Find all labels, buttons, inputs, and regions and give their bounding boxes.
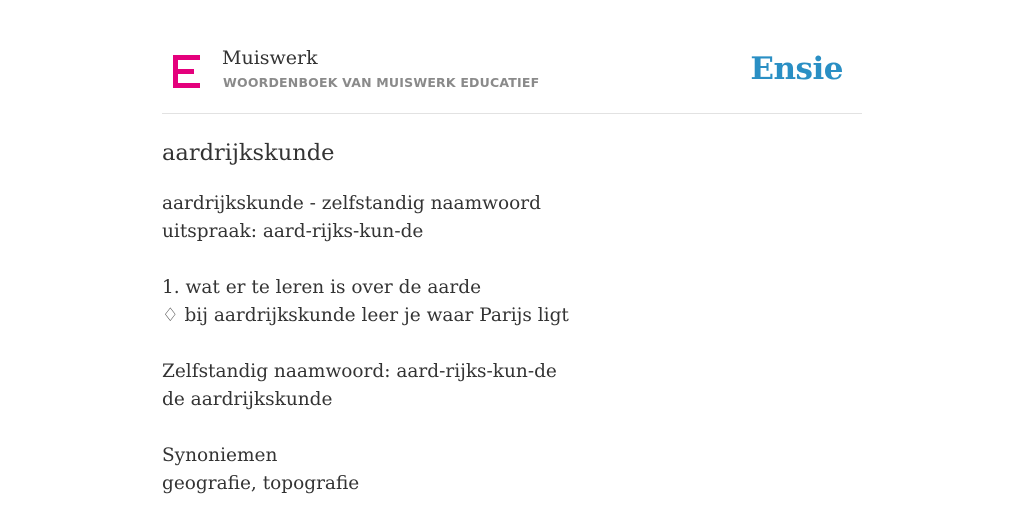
entry-line: ♢ bij aardrijkskunde leer je waar Parijs ligt	[162, 305, 569, 326]
entry-line: 1. wat er te leren is over de aarde	[162, 277, 482, 298]
ensie-logo[interactable]: Ensie	[750, 51, 843, 87]
page-container	[162, 0, 862, 494]
entry-title: aardrijkskunde	[162, 140, 335, 166]
logo-bar-bottom	[173, 83, 200, 88]
brand-subtitle: WOORDENBOEK VAN MUISWERK EDUCATIEF	[223, 75, 540, 90]
entry-line	[162, 330, 569, 358]
entry-line: de aardrijkskunde	[162, 389, 333, 410]
entry-line	[162, 246, 569, 274]
entry-line: Zelfstandig naamwoord: aard-rijks-kun-de	[162, 361, 557, 382]
entry-line: Synoniemen	[162, 445, 278, 466]
header	[162, 0, 862, 114]
entry-body	[162, 190, 569, 498]
entry-line: uitspraak: aard-rijks-kun-de	[162, 221, 424, 242]
entry-line: geografie, topografie	[162, 473, 360, 494]
logo-bar-top	[173, 55, 200, 60]
entry-line	[162, 414, 569, 442]
brand-name[interactable]: Muiswerk	[222, 47, 318, 69]
logo-bar-middle	[173, 69, 194, 74]
entry-line: aardrijkskunde - zelfstandig naamwoord	[162, 193, 541, 214]
muiswerk-logo-icon[interactable]	[173, 55, 200, 88]
